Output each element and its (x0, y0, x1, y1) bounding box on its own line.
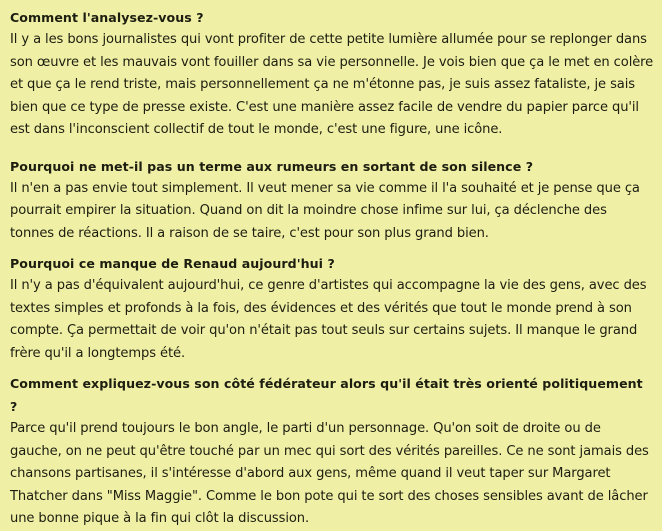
interview-answer: Parce qu'il prend toujours le bon angle, le parti d'un personnage. Qu'on soit de droite ou de gauche, on ne peut qu'être touché par un mec qui sort des vérités pareilles. Ce ne sont jamais des chansons partisanes, il s'intéresse d'abord aux gens, même quand il veut taper sur Margaret Thatcher dans "Miss Maggie". Comme le bon pote qui te sort des choses sensibles avant de lâcher une bonne pique à la fin qui clôt la discussion. (10, 421, 649, 526)
interview-question: Pourquoi ce manque de Renaud aujourd'hui ? (10, 256, 335, 271)
qa-block (10, 372, 654, 531)
paragraph-spacer (10, 365, 654, 372)
interview-question: Comment expliquez-vous son côté fédérateur alors qu'il était très orienté politiquement ? (10, 376, 643, 414)
qa-block (10, 6, 654, 142)
interview-question: Pourquoi ne met-il pas un terme aux rumeurs en sortant de son silence ? (10, 158, 534, 174)
paragraph-spacer (10, 142, 654, 155)
interview-answer: Il n'en a pas envie tout simplement. Il veut mener sa vie comme il l'a souhaité et je pense que ça pourrait empirer la situation. Quand on dit la moindre chose infime sur lui, ça déclenche des tonnes de réactions. Il a raison de se taire, c'est pour son plus grand bien. (10, 180, 640, 241)
qa-block (10, 252, 654, 365)
qa-block (10, 155, 654, 246)
interview-answer: Il n'y a pas d'équivalent aujourd'hui, ce genre d'artistes qui accompagne la vie des gens, avec des textes simples et profonds à la fois, des évidences et des vérités que tout le monde prend à son compte. Ça permettait de voir qu'on n'était pas tout seuls sur certains sujets. Il manque le grand frère qu'il a longtemps été. (10, 278, 647, 361)
paragraph-spacer (10, 245, 654, 252)
interview-answer: Il y a les bons journalistes qui vont profiter de cette petite lumière allumée pour se replonger dans son œuvre et les mauvais vont fouiller dans sa vie personnelle. Je vois bien que ça le met en colère et que ça le rend triste, mais personnellement ça ne m'étonne pas, je suis assez fataliste, je sais bien que ce type de presse existe. C'est une manière assez facile de vendre du papier parce qu'il est dans l'inconscient collectif de tout le monde, c'est une figure, une icône. (10, 32, 654, 137)
interview-question: Comment l'analysez-vous ? (10, 10, 204, 25)
